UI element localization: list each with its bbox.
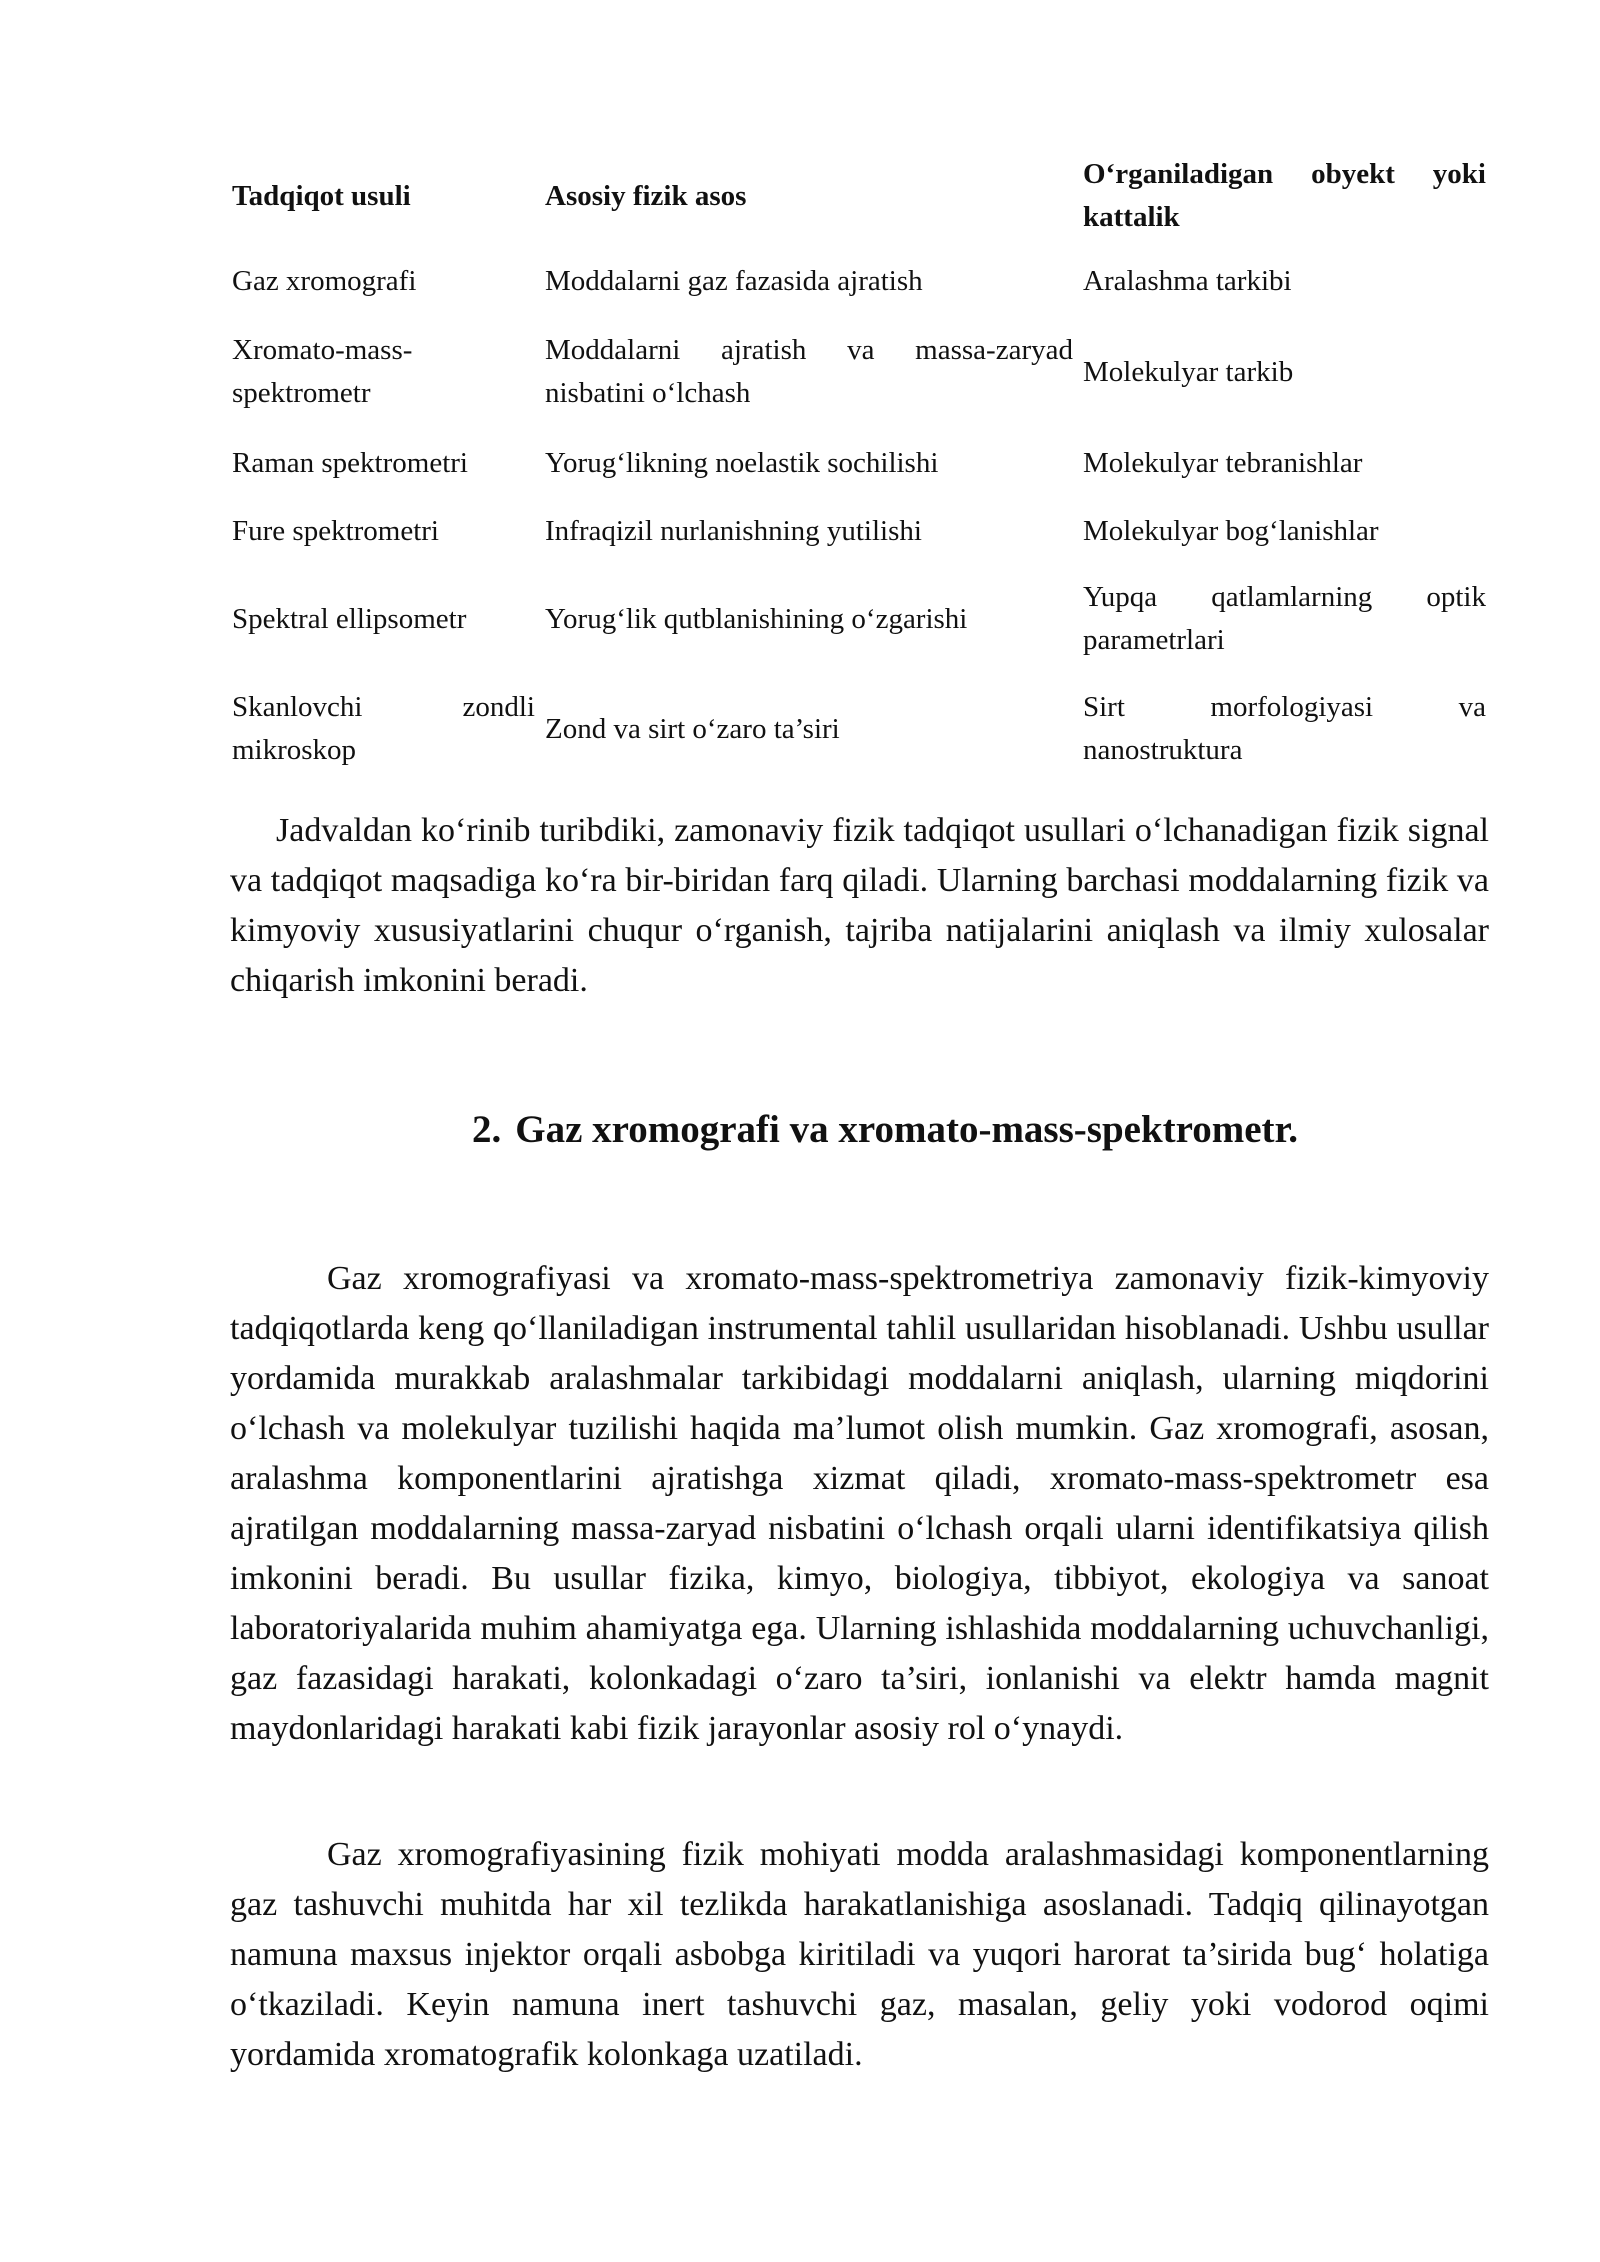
table-row [226,498,1490,564]
body-paragraph: Gaz xromografiyasining fizik mohiyati modda aralashmasidagi komponentlarning gaz tashuvchi muhitda har xil tezlikda harakatlanishiga asoslanadi. Tadqiq qilinayotgan namuna maxsus injektor orqali asbobga kiritiladi va yuqori harorat ta’sirida bug‘ holatiga o‘tkaziladi. Keyin namuna inert tashuvchi gaz, masalan, geliy yoki vodorod oqimi yordamida xromatografik kolonkaga uzatiladi. [230,1836,1489,2073]
table-row [226,428,1490,498]
table-row [226,564,1490,674]
table-cell-method: Gaz xromografi [232,264,417,297]
table-cell-basis: Moddalarni gaz fazasida ajratish [545,264,923,297]
table-cell-basis: Infraqizil nurlanishning yutilishi [545,514,922,547]
table-row [226,674,1490,784]
table-cell-object: Molekulyar bog‘lanishlar [1083,514,1379,547]
table-cell-basis: Yorug‘likning noelastik sochilishi [545,446,939,479]
section-number: 2. [472,1108,502,1151]
body-paragraph: Gaz xromografiyasi va xromato-mass-spektrometriya zamonaviy fizik-kimyoviy tadqiqotlarda keng qo‘llaniladigan instrumental tahlil usullaridan hisoblanadi. Ushbu usullar yordamida murakkab aralashmalar tarkibidagi moddalarni aniqlash, ularning miqdorini o‘lchash va molekulyar tuzilishi haqida ma’lumot olish mumkin. Gaz xromografi, asosan, aralashma komponentlarini ajratishga xizmat qiladi, xromato-mass-spektrometr esa ajratilgan moddalarning massa-zaryad nisbatini o‘lchash orqali ularni identifikatsiya qilish imkonini beradi. Bu usullar fizika, kimyo, biologiya, tibbiyot, ekologiya va sanoat laboratoriyalarida muhim ahamiyatga ega. Ularning ishlashida moddalarning uchuvchanligi, gaz fazasidagi harakati, kolonkadagi o‘zaro ta’siri, ionlanishi va elektr hamda magnit maydonlaridagi harakati kabi fizik jarayonlar asosiy rol o‘ynaydi. [230,1260,1489,1747]
table-cell-basis: Moddalarni ajratish va massa-zaryad nisbatini o‘lchash [545,334,1073,409]
table-cell-method: Xromato-mass-spektrometr [232,334,413,409]
column-header-method: Tadqiqot usuli [232,179,411,212]
table-cell-object: Molekulyar tebranishlar [1083,446,1363,479]
research-methods-table [226,146,1490,784]
table-cell-object: Sirt morfologiyasi va nanostruktura [1083,691,1486,766]
section-heading [0,1102,1600,1158]
section-title: Gaz xromografi va xromato-mass-spektrometr. [515,1108,1298,1151]
table-cell-object: Molekulyar tarkib [1083,355,1294,388]
table-cell-object: Yupqa qatlamlarning optik parametrlari [1083,581,1486,656]
table-cell-basis: Yorug‘lik qutblanishining o‘zgarishi [545,602,968,635]
column-header-object: O‘rganiladigan obyekt yoki kattalik [1083,158,1486,233]
table-cell-basis: Zond va sirt o‘zaro ta’siri [545,712,840,745]
table-row [226,316,1490,428]
table-cell-method: Fure spektrometri [232,514,439,547]
table-cell-method: Skanlovchi zondli mikroskop [232,691,535,766]
table-row [226,246,1490,316]
table-header-row [226,146,1490,246]
table-cell-method: Spektral ellipsometr [232,602,467,635]
table-cell-object: Aralashma tarkibi [1083,264,1292,297]
table-cell-method: Raman spektrometri [232,446,468,479]
column-header-physical-basis: Asosiy fizik asos [545,179,747,212]
table-summary-paragraph: Jadvaldan ko‘rinib turibdiki, zamonaviy fizik tadqiqot usullari o‘lchanadigan fizik signal va tadqiqot maqsadiga ko‘ra bir-biridan farq qiladi. Ularning barchasi moddalarning fizik va kimyoviy xususiyatlarini chuqur o‘rganish, tajriba natijalarini aniqlash va ilmiy xulosalar chiqarish imkonini beradi. [230,812,1489,999]
